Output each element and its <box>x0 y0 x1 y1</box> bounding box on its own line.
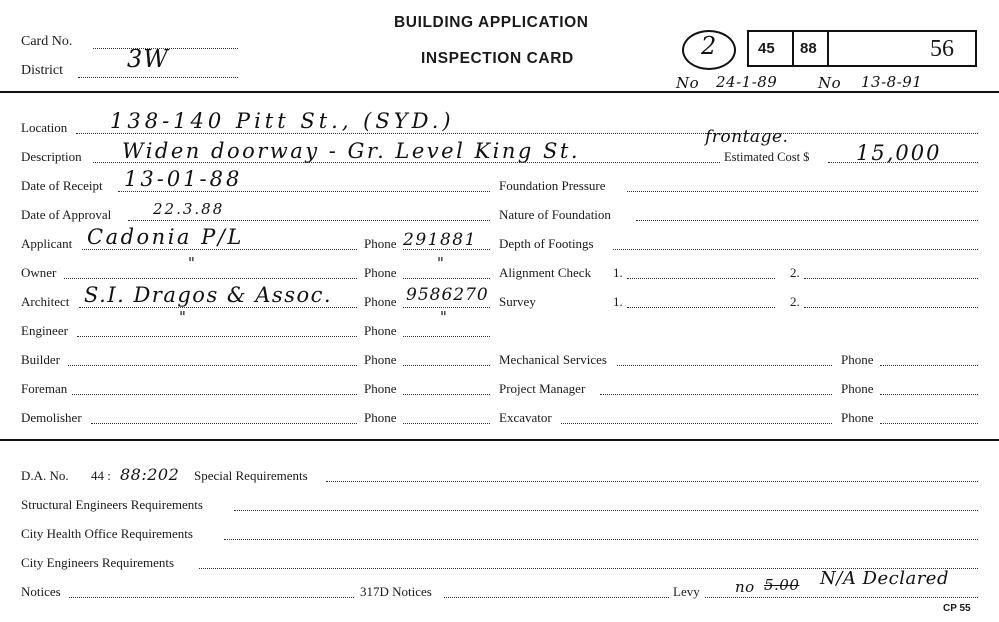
demolisher-phone-line <box>403 423 490 424</box>
engineer-label: Engineer <box>21 323 68 338</box>
approval-line <box>128 220 490 221</box>
notices-317d-label: 317D Notices <box>360 584 432 599</box>
excavator-phone-label: Phone <box>841 410 874 425</box>
project-manager-label: Project Manager <box>499 381 586 396</box>
demolisher-phone-label: Phone <box>364 410 397 425</box>
da-label: D.A. No. <box>21 468 69 483</box>
structural-label: Structural Engineers Requirements <box>21 497 203 512</box>
excavator-line <box>561 423 832 424</box>
note-no-1: No <box>676 74 700 92</box>
builder-line <box>68 365 357 366</box>
form-subtitle: INSPECTION CARD <box>421 50 574 67</box>
receipt-line <box>118 191 490 192</box>
engineer-line <box>77 336 357 337</box>
levy-label: Levy <box>673 584 700 599</box>
depth-footings-line <box>613 249 978 250</box>
approval-value: 22.3.88 <box>153 200 225 218</box>
depth-footings-label: Depth of Footings <box>499 236 594 251</box>
owner-ditto: " <box>188 254 196 272</box>
health-line <box>224 539 978 540</box>
district-line <box>78 77 238 78</box>
location-line <box>76 133 978 134</box>
survey-label: Survey <box>499 294 536 309</box>
levy-no: no <box>735 578 755 596</box>
notices-line <box>69 597 354 598</box>
survey-line-2 <box>804 307 978 308</box>
excavator-phone-line <box>880 423 978 424</box>
survey-line-1 <box>627 307 775 308</box>
special-requirements-line <box>326 481 978 482</box>
mechanical-line <box>617 365 832 366</box>
applicant-line <box>82 249 357 250</box>
nature-foundation-line <box>636 220 978 221</box>
da-value-hand: 88:202 <box>120 465 180 484</box>
applicant-label: Applicant <box>21 236 73 251</box>
applicant-phone-value: 291881 <box>403 230 477 250</box>
receipt-value: 13-01-88 <box>124 167 243 191</box>
box-divider-2 <box>827 30 829 67</box>
health-label: City Health Office Requirements <box>21 526 193 541</box>
note-date-1: 24-1-89 <box>716 73 778 91</box>
form-title: BUILDING APPLICATION <box>394 14 589 31</box>
builder-label: Builder <box>21 352 60 367</box>
description-label: Description <box>21 149 82 164</box>
foreman-label: Foreman <box>21 381 68 396</box>
header-divider <box>0 91 999 93</box>
project-manager-phone-label: Phone <box>841 381 874 396</box>
form-code: CP 55 <box>943 603 971 614</box>
owner-line <box>64 278 357 279</box>
estimated-cost-value: 15,000 <box>856 141 942 165</box>
special-requirements-label: Special Requirements <box>194 468 308 483</box>
description-extra: frontage. <box>705 127 789 147</box>
location-value: 138-140 Pitt St., (SYD.) <box>110 109 455 133</box>
foundation-pressure-line <box>627 191 978 192</box>
note-date-2: 13-8-91 <box>861 73 923 91</box>
approval-label: Date of Approval <box>21 207 112 222</box>
owner-phone-ditto: " <box>437 254 445 272</box>
alignment-line-2 <box>804 278 978 279</box>
foreman-phone-line <box>403 394 490 395</box>
section-divider <box>0 439 999 441</box>
card-no-label: Card No. <box>21 34 73 49</box>
applicant-value: Cadonia P/L <box>87 225 244 249</box>
mechanical-phone-label: Phone <box>841 352 874 367</box>
foreman-phone-label: Phone <box>364 381 397 396</box>
builder-phone-line <box>403 365 490 366</box>
da-value-printed: 44 : <box>91 468 111 483</box>
nature-foundation-label: Nature of Foundation <box>499 207 611 222</box>
alignment-num-1: 1. <box>613 265 623 280</box>
survey-num-2: 2. <box>790 294 800 309</box>
city-engineers-label: City Engineers Requirements <box>21 555 175 570</box>
owner-phone-line <box>403 278 490 279</box>
architect-line <box>79 307 357 308</box>
notices-317d-line <box>444 597 669 598</box>
architect-phone-value: 9586270 <box>406 285 489 305</box>
survey-num-1: 1. <box>613 294 623 309</box>
alignment-num-2: 2. <box>790 265 800 280</box>
demolisher-line <box>91 423 357 424</box>
architect-ditto-1: " <box>179 308 187 326</box>
structural-line <box>234 510 978 511</box>
architect-label: Architect <box>21 294 70 309</box>
box-divider-1 <box>792 30 794 67</box>
architect-phone-label: Phone <box>364 294 397 309</box>
applicant-phone-label: Phone <box>364 236 397 251</box>
location-label: Location <box>21 120 68 135</box>
levy-hand: N/A Declared <box>820 568 949 589</box>
alignment-label: Alignment Check <box>499 265 592 280</box>
levy-struck: 5.00 <box>764 576 800 594</box>
owner-label: Owner <box>21 265 57 280</box>
engineer-phone-label: Phone <box>364 323 397 338</box>
project-manager-phone-line <box>880 394 978 395</box>
note-no-2: No <box>818 74 842 92</box>
project-manager-line <box>600 394 832 395</box>
estimated-cost-label: Estimated Cost $ <box>724 150 810 164</box>
alignment-line-1 <box>627 278 775 279</box>
owner-phone-label: Phone <box>364 265 397 280</box>
district-value: 3W <box>127 45 169 73</box>
foreman-line <box>72 394 357 395</box>
box-cell-1: 45 <box>758 40 775 57</box>
box-cell-2: 88 <box>800 40 817 57</box>
box-cell-3: 56 <box>930 36 954 62</box>
district-label: District <box>21 63 63 78</box>
description-value: Widen doorway - Gr. Level King St. <box>122 139 581 163</box>
builder-phone-label: Phone <box>364 352 397 367</box>
architect-ditto-2: " <box>440 308 448 326</box>
mechanical-phone-line <box>880 365 978 366</box>
demolisher-label: Demolisher <box>21 410 82 425</box>
foundation-pressure-label: Foundation Pressure <box>499 178 606 193</box>
mechanical-label: Mechanical Services <box>499 352 607 367</box>
notices-label: Notices <box>21 584 61 599</box>
architect-value: S.I. Dragos & Assoc. <box>84 283 333 307</box>
circled-number-value: 2 <box>701 32 718 60</box>
excavator-label: Excavator <box>499 410 552 425</box>
receipt-label: Date of Receipt <box>21 178 103 193</box>
engineer-phone-line <box>403 336 490 337</box>
